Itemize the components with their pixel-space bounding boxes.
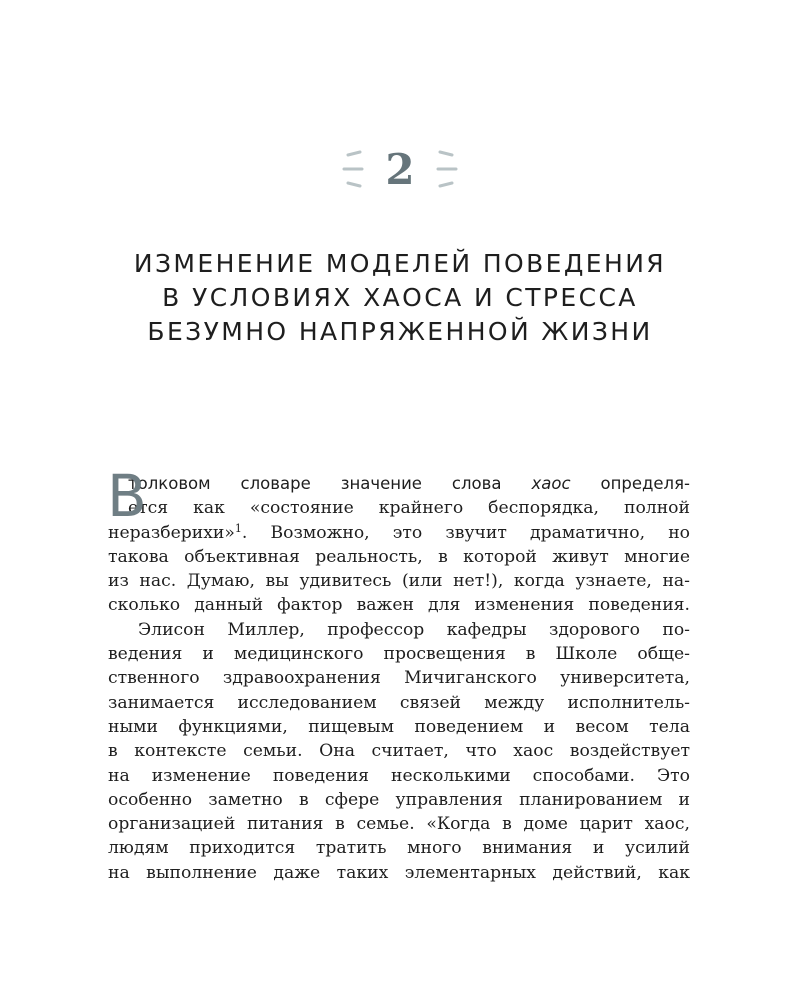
- body-text: [107, 462, 690, 885]
- text-line: на изменение поведения несколькими способами. Это: [108, 765, 690, 786]
- text-line: [108, 472, 690, 496]
- text-line: в контексте семьи. Она считает, что хаос воздействует: [108, 741, 690, 762]
- text-line: такова объективная реальность, в которой живут многие: [108, 546, 690, 567]
- text-line: людям приходится тратить много внимания и усилий: [108, 838, 690, 859]
- text-line: [108, 521, 690, 545]
- chapter-number-ornament: [0, 135, 800, 205]
- text-line: ственного здравоохранения Мичиганского университета,: [108, 668, 690, 689]
- chapter-title-line: БЕЗУМНО НАПРЯЖЕННОЙ ЖИЗНИ: [147, 317, 653, 346]
- chapter-title-line: В УСЛОВИЯХ ХАОСА И СТРЕССА: [162, 283, 638, 312]
- text-line: из нас. Думаю, вы удивитесь (или нет!), когда узнаете, на-: [108, 571, 690, 592]
- text-line: на выполнение даже таких элементарных действий, как: [108, 862, 690, 883]
- text-span: . Возможно, это звучит драматично, но: [241, 522, 690, 543]
- text-line: ется как «состояние крайнего беспорядка, полной: [128, 498, 690, 519]
- text-line: организацией питания в семье. «Когда в доме царит хаос,: [108, 814, 690, 835]
- text-line: сколько данный фактор важен для изменения поведения.: [108, 595, 690, 616]
- text-span: толковом словаре значение слова: [128, 474, 532, 493]
- text-span: определя-: [570, 474, 690, 493]
- text-line: Элисон Миллер, профессор кафедры здорового по-: [138, 619, 690, 640]
- text-line: ведения и медицинского просвещения в Школе обще-: [108, 644, 690, 665]
- italic-term: хаос: [531, 474, 571, 493]
- chapter-title: [0, 247, 800, 349]
- text-line: ными функциями, пищевым поведением и весом тела: [108, 716, 690, 737]
- footnote-ref: 1: [234, 521, 242, 535]
- drop-cap: В: [107, 462, 147, 530]
- text-line: особенно заметно в сфере управления планированием и: [108, 789, 690, 810]
- chapter-number: 2: [385, 145, 415, 194]
- text-line: занимается исследованием связей между исполнитель-: [108, 692, 690, 713]
- chapter-title-line: ИЗМЕНЕНИЕ МОДЕЛЕЙ ПОВЕДЕНИЯ: [133, 249, 667, 278]
- text-span: неразберихи»: [108, 522, 235, 543]
